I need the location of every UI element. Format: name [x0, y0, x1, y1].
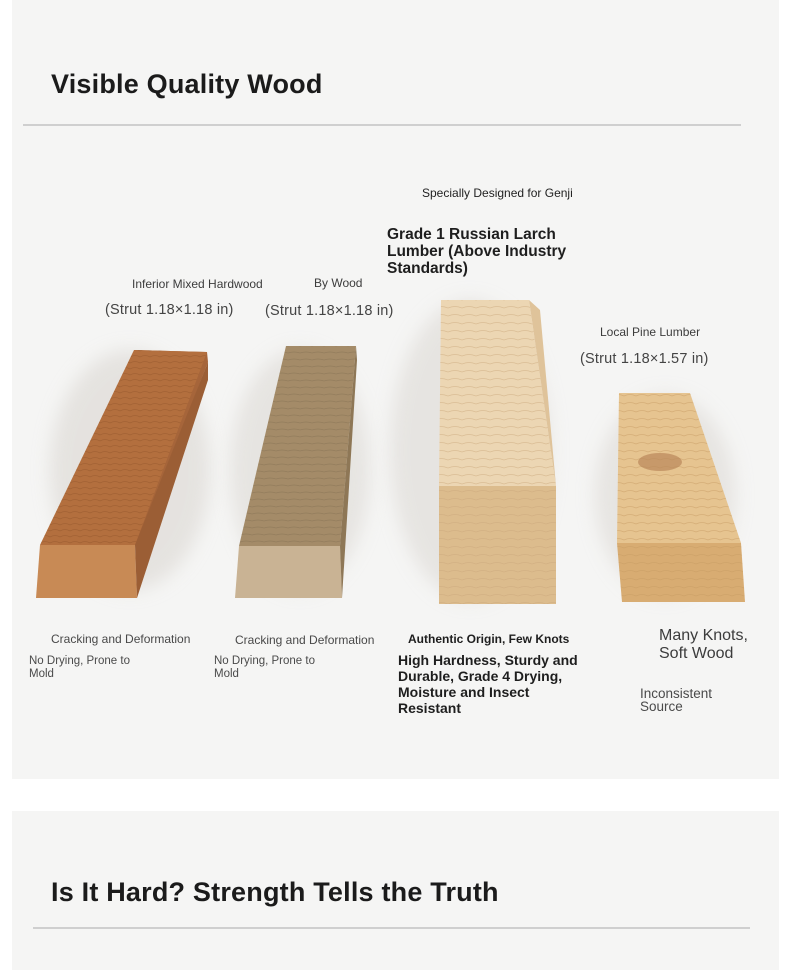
col4-spec: (Strut 1.18×1.57 in): [580, 351, 709, 367]
col1-detail: No Drying, Prone to Mold: [29, 655, 130, 680]
col2-feature: Cracking and Deformation: [235, 633, 375, 647]
col4-name: Local Pine Lumber: [600, 325, 701, 339]
col1-name: Inferior Mixed Hardwood: [132, 277, 263, 291]
col3-name: Grade 1 Russian Larch Lumber (Above Industry Standards): [387, 226, 567, 277]
col2-spec: (Strut 1.18×1.18 in): [265, 303, 394, 319]
section-title: Visible Quality Wood: [51, 69, 323, 99]
wood-stick-russian-larch: [439, 300, 556, 604]
col4-feature: Many Knots, Soft Wood: [659, 627, 748, 662]
section2-title: Is It Hard? Strength Tells the Truth: [51, 877, 499, 907]
col3-detail: High Hardness, Sturdy and Durable, Grade 4 Drying, Moisture and Insect Resistant: [398, 652, 578, 716]
section2-divider: [33, 927, 750, 929]
col1-feature: Cracking and Deformation: [51, 632, 191, 646]
col1-spec: (Strut 1.18×1.18 in): [105, 302, 234, 318]
col3-feature: Authentic Origin, Few Knots: [408, 632, 570, 646]
col4-detail: Inconsistent Source: [640, 686, 713, 714]
col2-detail: No Drying, Prone to Mold: [214, 655, 315, 680]
col3-tag: Specially Designed for Genji: [422, 186, 573, 200]
col2-name: By Wood: [314, 276, 363, 290]
